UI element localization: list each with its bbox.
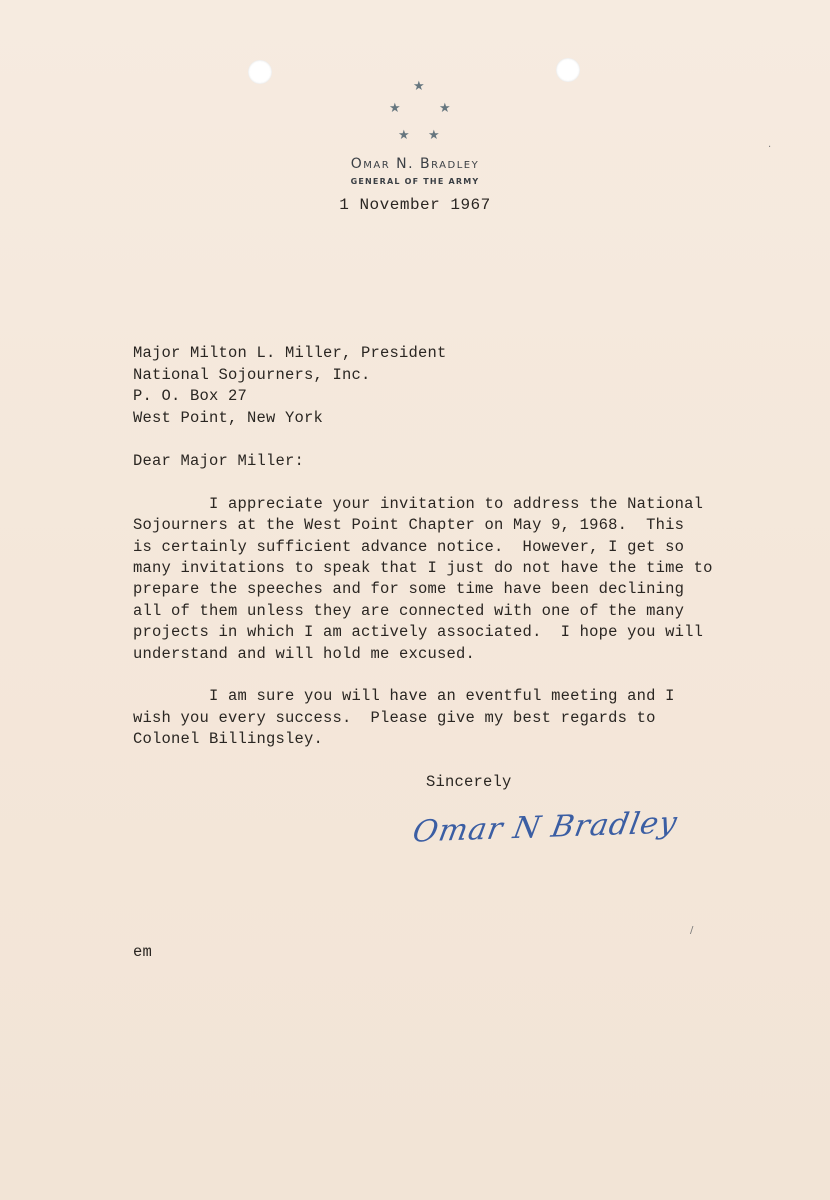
star-icon: ★ [398,128,410,143]
closing: Sincerely [426,773,512,791]
body-line: is certainly sufficient advance notice. However, I get so [133,538,685,556]
address-line: National Sojourners, Inc. [133,366,371,384]
body-line: prepare the speeches and for some time have been declining [133,580,685,598]
letter-date: 1 November 1967 [339,196,491,214]
body-line: many invitations to speak that I just do not have the time to [133,559,713,577]
address-line: West Point, New York [133,409,324,427]
star-icon: ★ [389,101,401,116]
body-line: all of them unless they are connected with one of the many [133,602,685,620]
body-line: Sojourners at the West Point Chapter on May 9, 1968. This [133,516,685,534]
body-line: understand and will hold me excused. [133,645,476,663]
paper-speck: · [768,142,772,153]
body-line: wish you every success. Please give my best regards to [133,709,656,727]
salutation: Dear Major Miller: [133,452,305,470]
handwritten-signature: Omar N Bradley [410,805,681,850]
letterhead-rank: GENERAL OF THE ARMY [350,177,480,186]
address-line: Major Milton L. Miller, President [133,344,447,362]
body-line: projects in which I am actively associated. I hope you will [133,623,704,641]
punch-hole-left [248,60,272,84]
body-line: I appreciate your invitation to address the National [133,495,704,513]
body-line: I am sure you will have an eventful meeting and I [133,687,675,705]
body-line: Colonel Billingsley. [133,730,324,748]
star-icon: ★ [428,128,440,143]
punch-hole-right [556,58,580,82]
paper-speck: / [690,925,694,936]
star-icon: ★ [439,101,451,116]
address-line: P. O. Box 27 [133,387,248,405]
typist-initials: em [133,943,153,961]
star-icon: ★ [413,79,425,94]
letterhead-name: Omar N. Bradley [350,156,480,172]
